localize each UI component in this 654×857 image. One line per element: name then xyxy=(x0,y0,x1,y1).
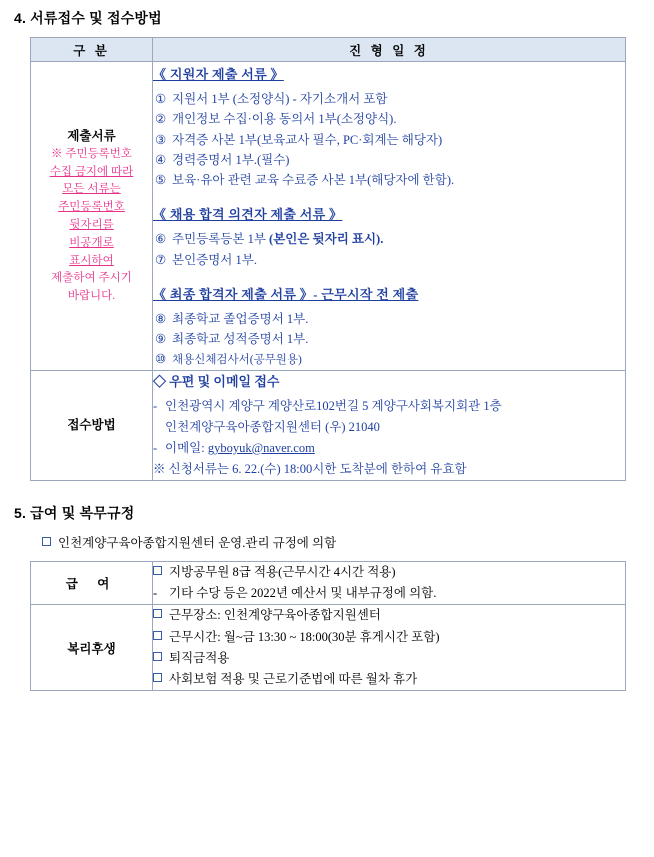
documents-cell xyxy=(153,62,626,371)
table-row xyxy=(31,370,626,480)
benefit-text: 사회보험 적용 및 근로기준법에 따른 월차 휴가 xyxy=(169,672,418,687)
item-number: ⑥ xyxy=(155,232,167,247)
salary-item xyxy=(153,562,625,583)
method-text: ※ 신청서류는 6. 22.(수) 18:00시한 도착분에 한하여 유효함 xyxy=(153,461,467,476)
dash-marker: - xyxy=(153,440,158,455)
document-item xyxy=(153,170,625,190)
benefit-item xyxy=(153,627,625,648)
item-number: ⑨ xyxy=(155,332,167,346)
method-heading: ◇ 우편 및 이메일 접수 xyxy=(153,373,280,389)
item-number: ⑦ xyxy=(155,252,167,267)
privacy-note-line: 비공개로 xyxy=(69,236,114,249)
checkbox-icon[interactable] xyxy=(153,631,162,640)
checkbox-icon[interactable] xyxy=(153,609,162,618)
privacy-note-line: 주민등록번호 xyxy=(58,201,125,214)
row-label-text: 급 여 xyxy=(65,577,118,592)
item-number: ① xyxy=(155,92,167,106)
document-item xyxy=(153,150,625,170)
item-text: 자격증 사본 1부(보육교사 필수, PC·회계는 해당자) xyxy=(172,132,443,147)
table-row xyxy=(31,605,626,691)
item-number: ⑩ xyxy=(155,352,167,367)
item-number: ② xyxy=(155,112,167,127)
section-5-title: 5. 급여 및 복무규정 xyxy=(14,504,135,521)
section-4-title: 4. 서류접수 및 접수방법 xyxy=(14,10,162,26)
item-text: 개인정보 수집·이용 동의서 1부(소정양식). xyxy=(172,112,397,127)
row-label-documents xyxy=(31,62,153,371)
dash-marker: - xyxy=(153,398,158,413)
item-text: 채용신체검사서(공무원용) xyxy=(172,354,302,367)
benefit-text: 근무장소: 인천계양구육아종합지원센터 xyxy=(169,608,381,623)
method-text: 인천광역시 계양구 계양산로102번길 5 계양구사회복지회관 1층 xyxy=(165,398,502,413)
method-line-email: - 이메일: gyboyuk@naver.com xyxy=(153,438,625,459)
document-item xyxy=(153,329,625,349)
item-text: 본인증명서 1부. xyxy=(172,252,257,267)
header-schedule: 진 형 일 정 xyxy=(153,38,626,62)
section-4-table xyxy=(30,37,626,481)
row-label-method xyxy=(31,370,153,480)
section-5-note xyxy=(42,533,654,551)
group-title-final: 《 최종 합격자 제출 서류 》- 근무시작 전 제출 xyxy=(153,286,419,302)
checkbox-icon[interactable] xyxy=(153,566,162,575)
item-text-bold: (본인은 뒷자리 표시). xyxy=(269,232,384,247)
checkbox-icon[interactable] xyxy=(42,537,51,546)
section-5-table xyxy=(30,561,626,692)
method-text: 인천계양구육아종합지원센터 (우) 21040 xyxy=(165,419,380,434)
item-text: 최종학교 성적증명서 1부. xyxy=(172,332,309,346)
benefits-cell xyxy=(153,605,626,691)
document-item xyxy=(153,89,625,109)
privacy-note-line: 제출하여 주시기 xyxy=(51,272,132,285)
section-5-note-text: 인천계양구육아종합지원센터 운영.관리 규정에 의함 xyxy=(58,535,337,550)
item-number: ⑤ xyxy=(155,173,167,187)
privacy-note-line: 바랍니다. xyxy=(67,290,116,303)
row-label-text: 접수방법 xyxy=(67,418,116,433)
item-text: 보육·유아 관련 교육 수료증 사본 1부(해당자에 한함). xyxy=(172,173,455,187)
privacy-note-line: 표시하여 xyxy=(69,254,114,267)
benefit-item xyxy=(153,648,625,669)
privacy-note-line: ※ 주민등록번호 xyxy=(50,147,133,160)
row-label-benefits xyxy=(31,605,153,691)
table-row xyxy=(31,561,626,605)
method-line-deadline xyxy=(153,459,625,480)
item-number: ③ xyxy=(155,132,167,147)
item-text: 최종학교 졸업증명서 1부. xyxy=(172,311,309,326)
salary-text: 기타 수당 등은 2022년 예산서 및 내부규정에 의함. xyxy=(169,586,437,601)
benefit-item xyxy=(153,605,625,626)
salary-item xyxy=(153,583,625,604)
privacy-note-line: 수집 금지에 따라 xyxy=(49,165,134,178)
item-text: 지원서 1부 (소정양식) - 자기소개서 포함 xyxy=(172,92,388,106)
method-line xyxy=(153,417,625,438)
document-item xyxy=(153,349,625,370)
document-item xyxy=(153,309,625,329)
document-page xyxy=(0,8,654,691)
document-item xyxy=(153,229,625,249)
dash-marker: - xyxy=(153,586,158,601)
privacy-note xyxy=(31,146,152,306)
checkbox-icon[interactable] xyxy=(153,652,162,661)
document-item xyxy=(153,250,625,270)
checkbox-icon[interactable] xyxy=(153,673,162,682)
benefit-text: 근무시간: 월~금 13:30 ~ 18:00(30분 휴게시간 포함) xyxy=(169,629,440,644)
group-title-applicant: 《 지원자 제출 서류 》 xyxy=(153,67,284,82)
header-division: 구 분 xyxy=(31,38,153,62)
item-number: ④ xyxy=(155,152,167,167)
document-item xyxy=(153,109,625,129)
table-header-row xyxy=(31,38,626,62)
document-item xyxy=(153,130,625,150)
row-label-text: 제출서류 xyxy=(67,128,116,143)
row-label-text: 복리후생 xyxy=(67,641,116,656)
table-row xyxy=(31,62,626,371)
item-text: 경력증명서 1부.(필수) xyxy=(172,152,290,167)
item-number: ⑧ xyxy=(155,311,167,326)
row-label-salary xyxy=(31,561,153,605)
salary-text: 지방공무원 8급 적용(근무시간 4시간 적용) xyxy=(169,564,396,579)
item-text: 주민등록등본 1부 xyxy=(172,232,270,247)
privacy-note-line: 모든 서류는 xyxy=(62,183,121,196)
email-address[interactable]: gyboyuk@naver.com xyxy=(207,440,315,455)
group-title-conditional: 《 채용 합격 의견자 제출 서류 》 xyxy=(153,207,343,223)
benefit-item xyxy=(153,669,625,690)
privacy-note-line: 뒷자리를 xyxy=(69,219,114,232)
method-line xyxy=(153,396,625,417)
method-cell xyxy=(153,370,626,480)
salary-cell xyxy=(153,561,626,605)
benefit-text: 퇴직금적용 xyxy=(169,650,230,665)
